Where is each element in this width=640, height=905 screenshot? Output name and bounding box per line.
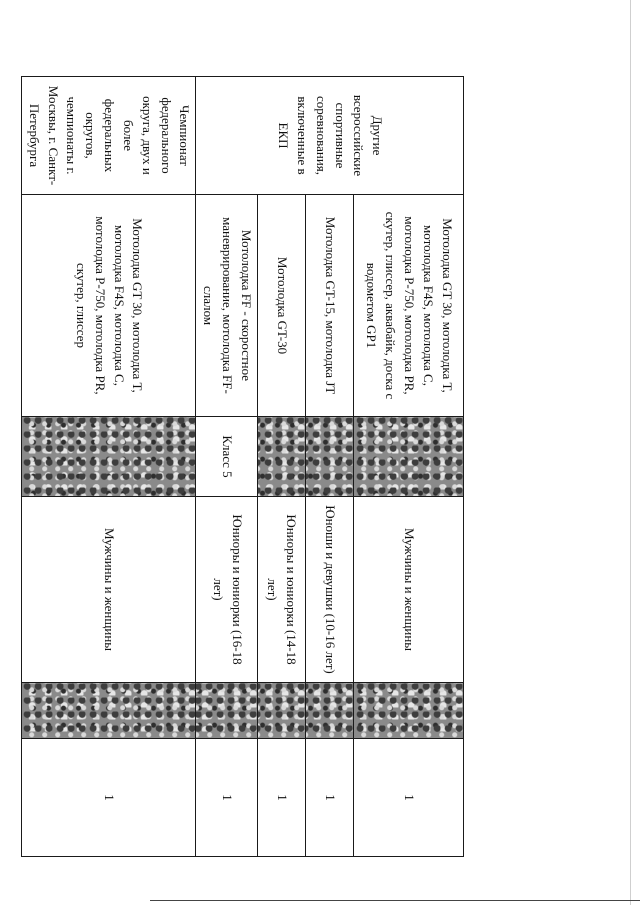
participants-cell: Юниоры и юниорки (16-18 лет)	[196, 497, 258, 683]
count-cell: 1	[306, 739, 354, 857]
redacted-cell	[258, 683, 306, 739]
discipline-cell: Мотолодка GT 30, мотолодка T, мотолодка F4S, мотолодка C, мотолодка P-750, мотолодка PR, скутер, глиссер	[21, 195, 196, 417]
redacted-cell	[196, 683, 258, 739]
redacted-cell	[306, 683, 354, 739]
category-cell: Другие всероссийские спортивные соревнования, включенные в ЕКП	[196, 77, 464, 195]
class-cell	[258, 417, 306, 497]
participants-cell: Мужчины и женщины	[21, 497, 196, 683]
table-row	[354, 77, 464, 857]
table-row	[21, 77, 196, 857]
competition-table	[21, 76, 464, 857]
discipline-cell: Мотолодка GT 30, мотолодка T, мотолодка F4S, мотолодка C, мотолодка P-750, мотолодка PR, скутер, глиссер, аквабайк, доска с водометом GP1	[354, 195, 464, 417]
table-container	[26, 76, 464, 856]
bottom-rule	[150, 900, 640, 901]
participants-cell: Юниоры и юниорки (14-18 лет)	[258, 497, 306, 683]
scan-edge-line	[630, 0, 631, 905]
count-cell: 1	[21, 739, 196, 857]
redacted-cell	[354, 683, 464, 739]
class-cell	[306, 417, 354, 497]
class-cell	[354, 417, 464, 497]
participants-cell: Мужчины и женщины	[354, 497, 464, 683]
class-cell	[21, 417, 196, 497]
discipline-cell: Мотолодка GT-30	[258, 195, 306, 417]
rotated-table-frame	[26, 76, 464, 856]
discipline-cell: Мотолодка FF - скоростное маневрирование, мотолодка FF- слалом	[196, 195, 258, 417]
class-cell: Класс 5	[196, 417, 258, 497]
count-cell: 1	[258, 739, 306, 857]
redacted-cell	[21, 683, 196, 739]
category-cell: Чемпионат федерального округа, двух и более федеральных округов, чемпионаты г. Москвы, г. Санкт-Петербурга	[21, 77, 196, 195]
count-cell: 1	[354, 739, 464, 857]
count-cell: 1	[196, 739, 258, 857]
participants-cell: Юноши и девушки (10-16 лет)	[306, 497, 354, 683]
discipline-cell: Мотолодка GT-15, мотолодка JT	[306, 195, 354, 417]
